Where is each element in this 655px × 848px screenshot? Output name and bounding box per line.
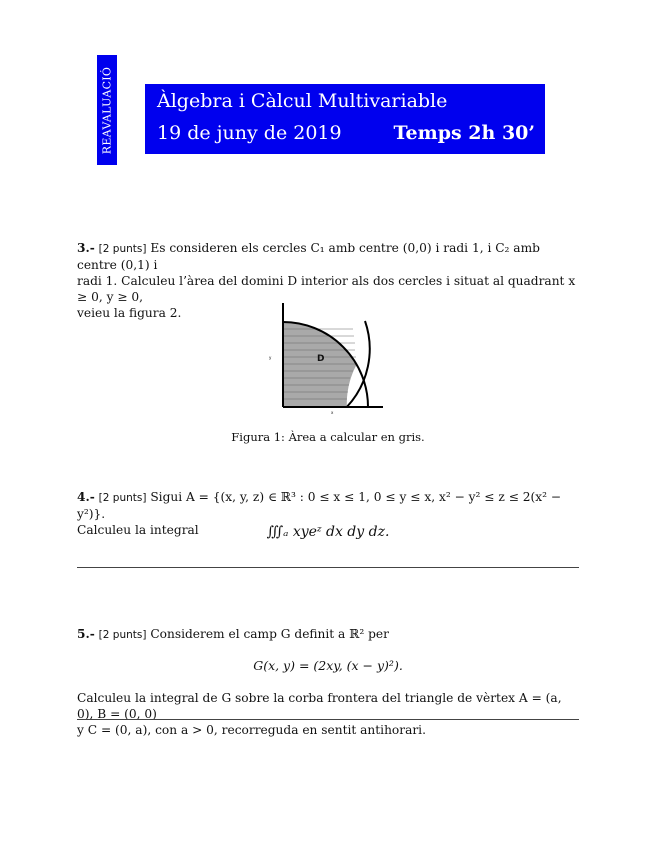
question-4-text-1: Sigui A = {(x, y, z) ∈ ℝ³ : 0 ≤ x ≤ 1, 0 ≤ y ≤ x, x² − y² ≤ z ≤ 2(x² − y²)}. <box>77 490 562 521</box>
question-5-field-equation: G(x, y) = (2xy, (x − y)²). <box>253 658 403 673</box>
figure-caption: Figura 1: Àrea a calcular en gris. <box>231 430 425 444</box>
question-5-number: 5.- <box>77 627 95 641</box>
exam-title: Àlgebra i Càlcul Multivariable <box>157 90 448 112</box>
question-3-text-2: radi 1. Calculeu l’àrea del domini D interior als dos cercles i situat al quadrant x ≥ 0, y ≥ 0, <box>77 274 576 304</box>
question-5-text-2: Calculeu la integral de G sobre la corba frontera del triangle de vèrtex A = (a, 0), B = (0, 0) <box>77 691 562 721</box>
separator-rule-1 <box>77 567 579 568</box>
question-5-text-3: y C = (0, a), con a > 0, recorreguda en sentit antihorari. <box>77 723 426 737</box>
shaded-region-d <box>283 322 357 407</box>
question-5-body <box>77 690 579 738</box>
question-3-line-1 <box>77 240 579 273</box>
region-d-label: D <box>317 354 325 364</box>
question-3-text-1: Es consideren els cercles C₁ amb centre (0,0) i radi 1, i C₂ amb centre (0,1) i <box>77 241 540 272</box>
question-5-points: [2 punts] <box>98 629 147 641</box>
reavaluacio-tag <box>97 55 117 165</box>
reavaluacio-label: REAVALUACIÓ <box>100 66 114 154</box>
separator-rule-2 <box>77 719 579 720</box>
y-axis-label: y <box>269 355 272 360</box>
question-3-points: [2 punts] <box>98 243 147 255</box>
question-5-text-1: Considerem el camp G definit a ℝ² per <box>150 627 389 641</box>
exam-date: 19 de juny de 2019 <box>157 122 342 144</box>
question-5-line-1 <box>77 626 579 643</box>
x-axis-label: x <box>331 410 334 415</box>
question-4-integral: ∭ₐ xyeᶻ dx dy dz. <box>266 524 390 540</box>
figure-area-diagram <box>255 303 395 418</box>
question-5 <box>77 626 579 643</box>
question-4-points: [2 punts] <box>98 492 147 504</box>
question-4-line-1 <box>77 489 579 522</box>
question-4-text-2: Calculeu la integral <box>77 523 199 537</box>
question-4-number: 4.- <box>77 490 95 504</box>
exam-duration: Temps 2h 30’ <box>393 122 535 144</box>
question-3-text-3: veieu la figura 2. <box>77 306 182 320</box>
question-3-number: 3.- <box>77 241 95 255</box>
exam-header <box>145 84 545 154</box>
